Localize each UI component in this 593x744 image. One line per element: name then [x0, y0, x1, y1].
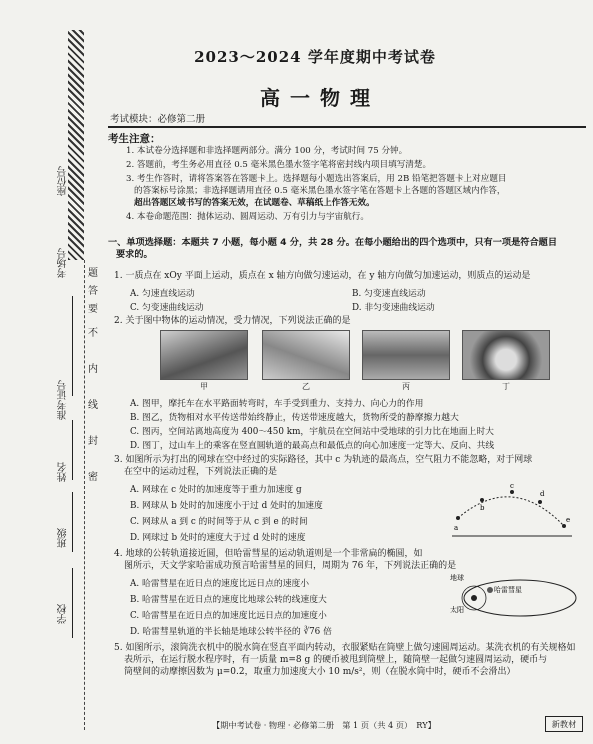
photo-motorcycle	[160, 330, 248, 380]
binding-margin	[0, 0, 96, 744]
q2-option-d: D. 图丁，过山车上的乘客在竖直圆轨道的最高点和最低点的向心加速度一定等大、反向、共线	[130, 441, 495, 451]
note-item-bold: 超出答题区域书写的答案无效，在试题卷、草稿纸上作答无效。	[134, 198, 375, 208]
q3-option-d: D. 网球过 b 处时的速度大于过 d 处时的速度	[130, 533, 306, 543]
sun-label: 太阳	[450, 606, 464, 614]
q4-option-b: B. 哈雷彗星在近日点的速度比地球公转的线速度大	[130, 595, 327, 605]
caption-jia: 甲	[200, 382, 208, 391]
question-5-stem: 5. 如图所示，滚筒洗衣机中的脱水筒在竖直平面内转动，衣服紧贴在筒壁上做匀速圆周运动。某洗衣机的有关规格如 表所示，在运行脱水程序时，有一质量 m=8 g 的硬币被甩到筒壁上，随筒壁一起做匀速圆周运动，硬币与 筒壁间的动摩擦因数为 μ=0.2，取重力加速度大小 10 m/s²，则（在脱水筒中时，硬币不会滑出）	[114, 643, 576, 677]
trajectory-point-label: b	[480, 504, 485, 512]
caption-yi: 乙	[302, 382, 310, 391]
question-4-stem: 4. 地球的公转轨道接近圆，但哈雷彗星的运动轨道则是一个非常扁的椭圆，如 图所示，天文学家哈雷成功预言哈雷彗星的回归，周期为 76 年，下列说法正确的是	[114, 549, 457, 571]
trajectory-point-label: e	[566, 516, 571, 524]
exam-scope: 考试模块：必修第二册	[110, 114, 206, 125]
q2-option-c: C. 图丙，空间站离地高度为 400～450 km，宇航员在空间站中受地球的引力比在地面上时大	[130, 427, 494, 437]
q3-option-c: C. 网球从 a 到 c 的时间等于从 c 到 e 的时间	[130, 517, 308, 527]
q1-option-c: C. 匀变速曲线运动	[130, 303, 204, 313]
q4-option-a: A. 哈雷彗星在近日点的速度比远日点的速度小	[130, 579, 310, 589]
question-1-stem: 1. 一质点在 xOy 平面上运动，质点在 x 轴方向做匀速运动，在 y 轴方向做匀加速运动，则质点的运动是	[114, 271, 531, 281]
cut-char: 不	[88, 328, 98, 339]
note-item: 3. 考生作答时，请将答案答在答题卡上。选择题每小题选出答案后，用 2B 铅笔把答题卡上对应题目	[126, 174, 507, 184]
exam-title: 2023～2024 学年度期中考试卷	[194, 48, 436, 66]
class-label: 班级	[58, 528, 69, 548]
seat-number-label: 座位号	[58, 166, 69, 196]
tennis-trajectory-figure	[452, 478, 572, 538]
q1-option-b: B. 匀变速直线运动	[352, 289, 426, 299]
seal-cut-line	[84, 260, 85, 730]
subject-title: 高一物理	[260, 86, 380, 110]
q4-option-c: C. 哈雷彗星在近日点的加速度比远日点的加速度小	[130, 611, 327, 621]
trajectory-point-label: c	[510, 482, 514, 490]
q2-option-b: B. 图乙，货物相对水平传送带始终静止，传送带速度越大，货物所受的静摩擦力越大	[130, 413, 459, 423]
cut-char: 封	[88, 436, 98, 447]
note-item: 4. 本卷命题范围：抛体运动、圆周运动、万有引力与宇宙航行。	[126, 212, 369, 222]
question-2-stem: 2. 关于图中物体的运动情况，受力情况，下列说法正确的是	[114, 316, 351, 326]
exam-room-label: 考场号	[58, 248, 69, 278]
earth-label: 地球	[450, 574, 464, 582]
q3-option-b: B. 网球从 b 处时的加速度小于过 d 处时的加速度	[130, 501, 323, 511]
hatch-strip	[68, 30, 84, 260]
caption-bing: 丙	[402, 382, 410, 391]
cut-char: 题	[88, 268, 98, 279]
section-heading: 一、单项选择题：本题共 7 小题，每小题 4 分，共 28 分。在每小题给出的四个选项中，只有一项是符合题目 要求的。	[108, 237, 558, 260]
question-3-stem: 3. 如图所示为打出的网球在空中经过的实际路径，其中 c 为轨迹的最高点，空气阻力不能忽略，对于网球 在空中的运动过程，下列说法正确的是	[114, 455, 533, 477]
halley-orbit-figure	[450, 568, 580, 628]
trajectory-point-label: d	[540, 490, 545, 498]
caption-ding: 丁	[502, 382, 510, 391]
photo-roller-coaster	[462, 330, 550, 380]
note-item: 1. 本试卷分选择题和非选择题两部分。满分 100 分，考试时间 75 分钟。	[126, 146, 408, 156]
note-item: 2. 答题前，考生务必用直径 0.5 毫米黑色墨水签字笔将密封线内项目填写清楚。	[126, 160, 432, 170]
notes-heading: 考生注意：	[108, 133, 161, 145]
photo-space-station	[362, 330, 450, 380]
cut-char: 线	[88, 400, 98, 411]
halley-label: 哈雷彗星	[494, 586, 522, 594]
q4-option-d: D. 哈雷彗星轨道的半长轴是地球公转半径的 ∛76 倍	[130, 627, 332, 637]
q2-option-a: A. 图甲，摩托车在水平路面转弯时，车手受到重力、支持力、向心力的作用	[130, 399, 424, 409]
header-rule	[108, 126, 586, 128]
cut-char: 密	[88, 472, 98, 483]
name-label: 姓名	[58, 462, 69, 482]
q1-option-d: D. 非匀变速曲线运动	[352, 303, 435, 313]
admission-number-label: 准考证号	[58, 380, 69, 420]
cut-char: 内	[88, 364, 98, 375]
trajectory-point-label: a	[454, 524, 459, 532]
note-item: 的答案标号涂黑；非选择题请用直径 0.5 毫米黑色墨水签字笔在答题卡上各题的答题区域内作答，	[134, 186, 506, 196]
new-textbook-tag: 新教材	[545, 716, 583, 732]
cut-char: 答	[88, 286, 98, 297]
photo-conveyor	[262, 330, 350, 380]
page-footer: 【期中考试卷 · 物理 · 必修第二册 第 1 页（共 4 页） RY】	[212, 720, 436, 730]
q1-option-a: A. 匀速直线运动	[130, 289, 195, 299]
q3-option-a: A. 网球在 c 处时的加速度等于重力加速度 g	[130, 485, 302, 495]
cut-char: 要	[88, 304, 98, 315]
school-label: 学校	[58, 604, 69, 624]
